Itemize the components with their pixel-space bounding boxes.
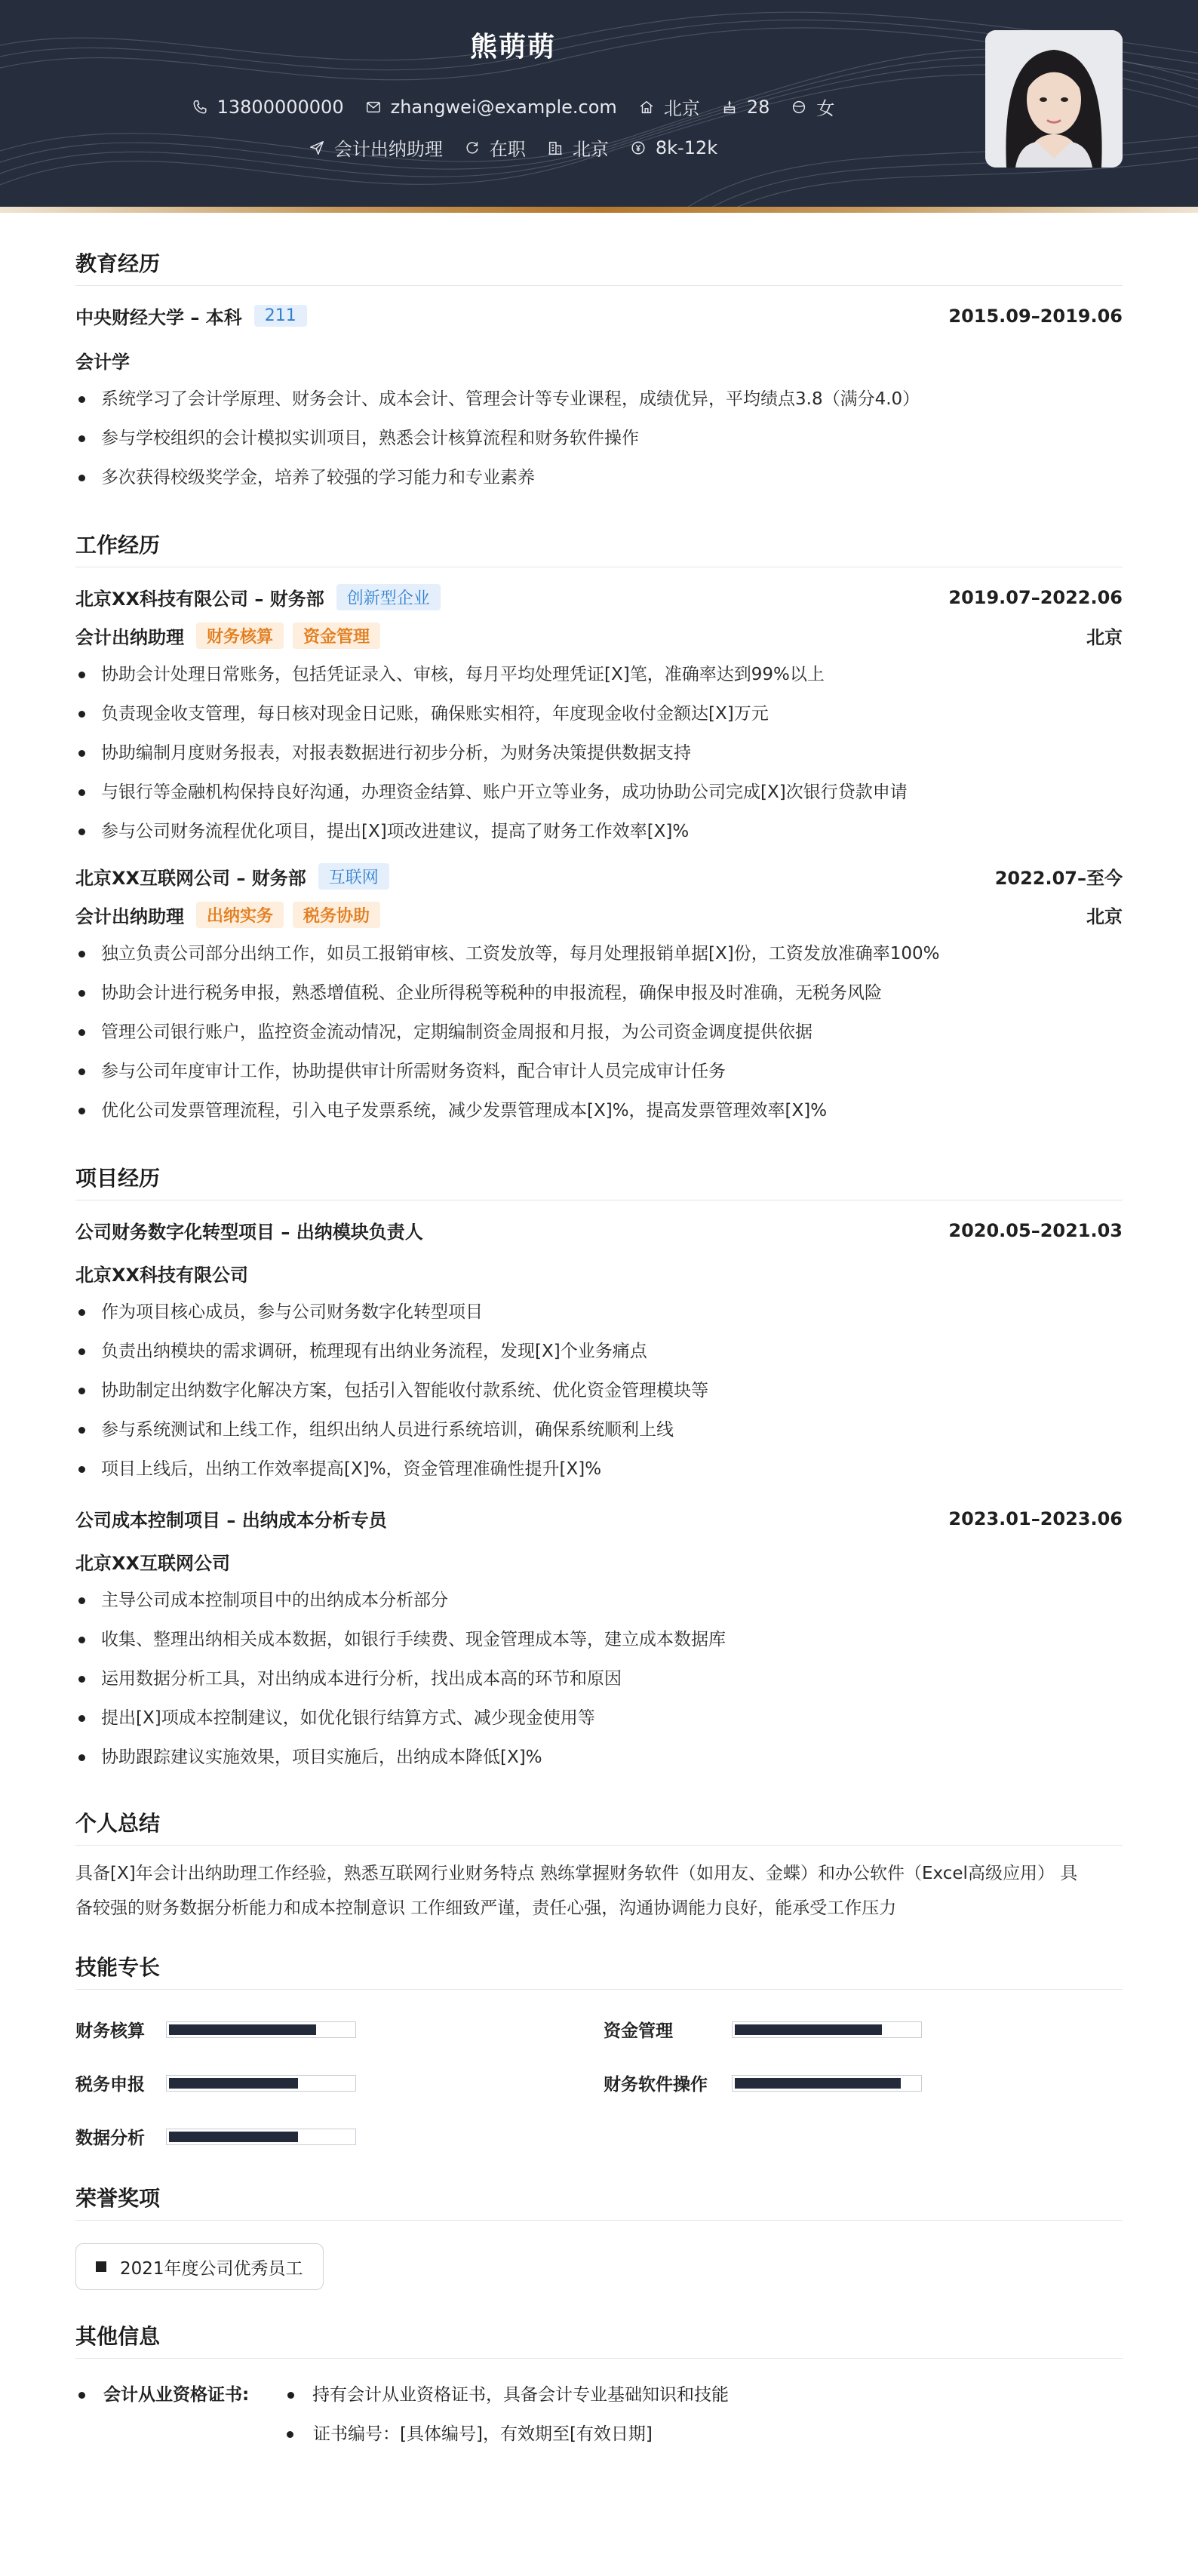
list-item: 系统学习了会计学原理、财务会计、成本会计、管理会计等专业课程，成绩优异，平均绩点3.8（满分4.0） [75,380,1123,419]
other-section [75,2320,1123,2454]
age-text: 28 [746,96,770,118]
certificate-desc: 持有会计从业资格证书，具备会计专业基础知识和技能 [312,2385,729,2405]
skill-level-fill [169,2132,298,2142]
work-position-row [75,902,1123,928]
summary-line: 具备[X]年会计出纳助理工作经验，熟悉互联网行业财务特点 熟练掌握财务软件（如用友、金蝶）和办公软件（Excel高级应用） 具 [75,1864,1078,1883]
resume-header [0,0,1198,213]
job-target-text: 会计出纳助理 [333,139,443,160]
skill-level-bar [166,2129,356,2145]
work-company-line [75,584,441,610]
education-bullet-list [75,380,1123,497]
work-location: 北京 [1086,627,1123,648]
list-item: 协助制定出纳数字化解决方案，包括引入智能收付款系统、优化资金管理模块等 [75,1371,1123,1410]
awards-section [75,2182,1123,2290]
section-title-work: 工作经历 [75,529,1123,567]
gender-info [791,94,834,120]
status-info [464,134,526,161]
project-date: 2023.01–2023.06 [948,1508,1123,1529]
job-target-info [309,134,443,161]
list-item: 与银行等金融机构保持良好沟通，办理资金结算、账户开立等业务，成功协助公司完成[X]次银行贷款申请 [75,773,1123,812]
awards-list [75,2243,1123,2290]
project-entry-1 [75,1217,1123,1489]
candidate-name: 熊萌萌 [469,32,556,63]
skill-name: 财务软件操作 [604,2075,708,2095]
phone-info [192,97,344,118]
skill-item [75,2070,604,2095]
project-bullet-list [75,1581,1123,1777]
work-date: 2022.07–至今 [994,868,1123,889]
work-header-row [75,584,1123,610]
section-title-education: 教育经历 [75,247,1123,286]
skill-level-fill [735,2078,901,2089]
project-bullet-list [75,1293,1123,1489]
skill-name: 数据分析 [75,2129,145,2148]
send-icon [309,140,325,156]
project-name: 公司成本控制项目 – 出纳成本分析专员 [75,1510,387,1531]
contact-row [0,94,1026,120]
company-tag: 创新型企业 [336,584,441,610]
list-item: 优化公司发票管理流程，引入电子发票系统，减少发票管理成本[X]%，提高发票管理效率[X]% [75,1091,1123,1130]
header-gold-divider [0,207,1198,213]
work-position: 会计出纳助理 [75,906,184,927]
section-title-projects: 项目经历 [75,1162,1123,1200]
certificate-label: 会计从业资格证书: [103,2385,250,2405]
hometown-info [638,94,700,120]
education-major: 会计学 [75,352,130,373]
status-text: 在职 [489,139,526,160]
work-position: 会计出纳助理 [75,627,184,648]
work-header-row [75,863,1123,890]
list-item: 管理公司银行账户，监控资金流动情况，定期编制资金周报和月报，为公司资金调度提供依据 [75,1013,1123,1052]
award-item [75,2243,324,2290]
list-item: 主导公司成本控制项目中的出纳成本分析部分 [75,1581,1123,1620]
phone-icon [192,99,208,115]
list-item: 项目上线后，出纳工作效率提高[X]%，资金管理准确性提升[X]% [75,1449,1123,1489]
work-bullet-list [75,934,1123,1130]
summary-line: 备较强的财务数据分析能力和成本控制意识 工作细致严谨，责任心强，沟通协调能力良好，能承受工作压力 [75,1898,897,1918]
school-tag: 211 [254,305,307,327]
list-item: 参与公司年度审计工作，协助提供审计所需财务资料，配合审计人员完成审计任务 [75,1052,1123,1091]
gender-text: 女 [816,98,835,119]
project-entry-2 [75,1505,1123,1777]
mail-icon [365,99,382,115]
home-icon [638,99,655,115]
skill-item [75,2017,604,2042]
salary-info [630,137,717,158]
summary-section [75,1807,1123,1926]
skill-name: 财务核算 [75,2021,145,2041]
list-item: 协助跟踪建议实施效果，项目实施后，出纳成本降低[X]% [75,1738,1123,1777]
company-tag: 互联网 [318,863,389,890]
education-school-line [75,303,307,329]
education-header-row [75,303,1123,329]
work-company: 北京XX互联网公司 – 财务部 [75,868,306,889]
skill-name: 资金管理 [604,2021,673,2041]
list-item [75,2375,1123,2415]
skill-tag: 出纳实务 [196,902,284,928]
work-section [75,529,1123,1130]
project-header-row [75,1217,1123,1243]
summary-text [75,1856,1123,1926]
skill-level-bar [166,2021,356,2038]
education-date: 2015.09–2019.06 [948,305,1123,327]
section-title-awards: 荣誉奖项 [75,2182,1123,2221]
section-title-other: 其他信息 [75,2320,1123,2359]
project-section [75,1162,1123,1777]
list-item: 协助编制月度财务报表，对报表数据进行初步分析，为财务决策提供数据支持 [75,733,1123,773]
gender-icon [791,99,807,115]
bullet-dot-icon [78,2392,85,2399]
skills-section [75,1951,1123,2149]
list-item: 负责现金收支管理，每日核对现金日记账，确保账实相符，年度现金收付金额达[X]万元 [75,694,1123,733]
skill-tag: 税务协助 [293,902,380,928]
project-company: 北京XX科技有限公司 [75,1265,249,1286]
section-title-skills: 技能专长 [75,1951,1123,1990]
list-item: 运用数据分析工具，对出纳成本进行分析，找出成本高的环节和原因 [75,1659,1123,1698]
work-position-line [75,902,380,928]
skill-level-fill [735,2024,882,2035]
work-entry-2 [75,863,1123,1130]
skill-level-bar [166,2075,356,2092]
project-date: 2020.05–2021.03 [948,1219,1123,1241]
bullet-dot-icon [287,2431,293,2438]
portrait-photo [985,30,1123,168]
work-location: 北京 [1086,906,1123,927]
job-intention-row [0,134,1026,161]
list-item: 多次获得校级奖学金，培养了较强的学习能力和专业素养 [75,458,1123,497]
salary-text: 8k-12k [655,137,718,158]
city-info [547,134,609,161]
skills-grid [75,2017,1123,2149]
skill-name: 税务申报 [75,2075,145,2095]
project-name: 公司财务数字化转型项目 – 出纳模块负责人 [75,1222,423,1243]
skill-level-fill [169,2024,316,2035]
coin-icon [630,140,647,156]
work-company-line [75,863,389,890]
list-item: 作为项目核心成员，参与公司财务数字化转型项目 [75,1293,1123,1332]
age-info [721,97,770,118]
certificate-number: 证书编号：[具体编号]，有效期至[有效日期] [313,2424,653,2444]
city-text: 北京 [572,139,609,160]
avatar [985,30,1123,168]
list-item: 负责出纳模块的需求调研，梳理现有出纳业务流程，发现[X]个业务痛点 [75,1332,1123,1371]
resume-body [75,213,1123,2454]
email-info [365,97,617,118]
list-item: 收集、整理出纳相关成本数据，如银行手续费、现金管理成本等，建立成本数据库 [75,1620,1123,1659]
list-item [75,2415,1123,2454]
list-item: 参与公司财务流程优化项目，提出[X]项改进建议，提高了财务工作效率[X]% [75,812,1123,851]
skill-tag: 财务核算 [196,622,284,649]
award-name: 2021年度公司优秀员工 [120,2258,303,2279]
refresh-icon [464,140,481,156]
work-position-row [75,622,1123,649]
work-bullet-list [75,655,1123,851]
work-company: 北京XX科技有限公司 – 财务部 [75,589,324,610]
square-bullet-icon [96,2261,106,2272]
skill-level-fill [169,2078,298,2089]
project-header-row [75,1505,1123,1532]
bullet-dot-icon [287,2392,294,2399]
skill-item [604,2070,1123,2095]
list-item: 协助会计进行税务申报，熟悉增值税、企业所得税等税种的申报流程，确保申报及时准确，无税务风险 [75,973,1123,1013]
list-item: 提出[X]项成本控制建议，如优化银行结算方式、减少现金使用等 [75,1698,1123,1738]
list-item: 参与系统测试和上线工作，组织出纳人员进行系统培训，确保系统顺利上线 [75,1410,1123,1449]
work-entry-1 [75,584,1123,851]
school-name: 中央财经大学 – 本科 [75,307,242,328]
other-info-list [75,2375,1123,2454]
skill-item [604,2017,1123,2042]
work-date: 2019.07–2022.06 [948,586,1123,608]
education-section [75,247,1123,497]
section-title-summary: 个人总结 [75,1807,1123,1846]
skill-level-bar [732,2075,922,2092]
cake-icon [721,99,738,115]
email-text: zhangwei@example.com [390,96,617,118]
skill-tag: 资金管理 [293,622,380,649]
hometown-text: 北京 [663,98,700,119]
skill-item [75,2124,604,2149]
skill-level-bar [732,2021,922,2038]
project-company: 北京XX互联网公司 [75,1553,231,1574]
phone-text: 13800000000 [217,96,344,118]
list-item: 协助会计处理日常账务，包括凭证录入、审核，每月平均处理凭证[X]笔，准确率达到99%以上 [75,655,1123,694]
list-item: 独立负责公司部分出纳工作，如员工报销审核、工资发放等，每月处理报销单据[X]份，工资发放准确率100% [75,934,1123,973]
building-icon [547,140,564,156]
list-item: 参与学校组织的会计模拟实训项目，熟悉会计核算流程和财务软件操作 [75,419,1123,458]
work-position-line [75,622,380,649]
